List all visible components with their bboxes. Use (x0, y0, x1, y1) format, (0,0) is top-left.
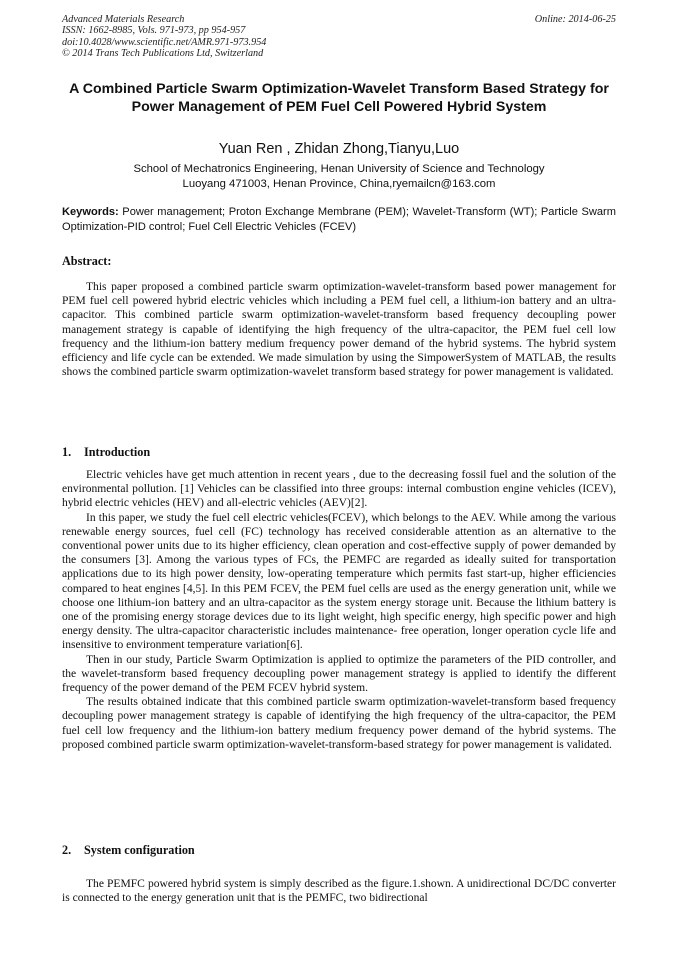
paper-title: A Combined Particle Swarm Optimization-Wavelet Transform Based Strategy for Power Management of PEM Fuel Cell Powered Hybrid System (69, 81, 609, 115)
abstract-body (62, 280, 616, 379)
intro-paragraph: Then in our study, Particle Swarm Optimization is applied to optimize the parameters of the PID controller, and the wavelet-transform based frequency decoupling power management strategy is applied to identify the different frequency of the power demand of the PEM FCEV hybrid system. (62, 653, 616, 695)
abstract-heading: Abstract: (62, 254, 112, 268)
journal-header (62, 14, 616, 60)
section-title: Introduction (84, 445, 151, 459)
system-configuration-body (62, 877, 616, 905)
section-number: 2. (62, 843, 72, 857)
intro-paragraph: Electric vehicles have get much attention in recent years , due to the decreasing fossil fuel and the solution of the environmental pollution. [1] Vehicles can be classified into three groups: internal combustion engine vehicles (ICEV), hybrid electric vehicles (HEV) and all-electric vehicles (AEV)[2]. (62, 469, 616, 510)
doi-link[interactable]: doi:10.4028/www.scientific.net/AMR.971-973.954 (62, 36, 267, 48)
affiliation-line-2: Luoyang 471003, Henan Province, China,ryemailcn@163.com (182, 178, 496, 190)
introduction-body (62, 468, 616, 752)
affiliation (62, 162, 616, 192)
section-title: System configuration (84, 843, 195, 857)
section-heading-introduction (62, 445, 150, 460)
intro-paragraph: In this paper, we study the fuel cell electric vehicles(FCEV), which belongs to the AEV. While among the various renewable energy sources, fuel cell (FC) technology has received considerable attention as an alternative to the conventional power units due to its higher efficiency, clean operation and cost-effective supply of power demanded by the consumers [3]. Among the various types of FCs, the PEMFC are regarded as ideally suited for transportation applications due to its high power density, low-operating temperature which permits fast start-up, higher efficiencies compared to heat engines [4,5]. In this PEM FCEV, the PEM fuel cells are used as the energy generation unit, while we choose one lithium-ion battery and an ultra-capacitor as the system energy storage unit. Because the lithium battery is one of the promising energy storage devices due to its light weight, high specific energy, high specific power and high energy density. The ultra-capacitor characteristic includes maintenance- free operation, longer operation cycle life and insensitive to environment temperature variation[6]. (62, 511, 616, 652)
journal-name: Advanced Materials Research (62, 14, 185, 25)
issn-line: ISSN: 1662-8985, Vols. 971-973, pp 954-957 (62, 25, 246, 37)
keywords (62, 205, 616, 235)
keywords-label: Keywords: (62, 206, 119, 218)
online-date: Online: 2014-06-25 (534, 14, 616, 25)
abstract-paragraph: This paper proposed a combined particle swarm optimization-wavelet-transform based power management for PEM fuel cell powered hybrid electric vehicles which including a PEM fuel cell, a lithium-ion battery and an ultra-capacitor. This combined particle swarm optimization-wavelet-transform based frequency decoupling power management strategy is capable of identifying the high frequency of the ultra-capacitor, the PEM fuel cell low frequency and the lithium-ion battery medium frequency power demand of the hybrid systems. The hybrid system efficiency and life cycle can be extended. We made simulation by using the SimpowerSystem of MATLAB, the results shows the combined particle swarm optimization-wavelet transform based strategy for power management is validated. (62, 281, 616, 379)
section-number: 1. (62, 445, 72, 459)
keywords-text: Power management; Proton Exchange Membrane (PEM); Wavelet-Transform (WT); Particle Swarm Optimization-PID control; Fuel Cell Electric Vehicles (FCEV) (62, 206, 616, 233)
paper-authors: Yuan Ren , Zhidan Zhong,Tianyu,Luo (218, 141, 460, 157)
copyright-line: © 2014 Trans Tech Publications Ltd, Switzerland (62, 48, 264, 60)
intro-paragraph: The results obtained indicate that this combined particle swarm optimization-wavelet-transform based frequency decoupling power management strategy is capable of identifying the high frequency of the ultra-capacitor, the PEM fuel cell low frequency and the lithium-ion battery medium frequency power demand of the hybrid systems. The proposed combined particle swarm optimization-wavelet-transform-based strategy for power management is validated. (62, 696, 616, 751)
section-heading-system-configuration (62, 843, 195, 858)
system-configuration-paragraph: The PEMFC powered hybrid system is simply described as the figure.1.shown. A unidirectional DC/DC converter is connected to the energy generation unit that is the PEMFC, two bidirectional (62, 878, 616, 905)
affiliation-line-1: School of Mechatronics Engineering, Henan University of Science and Technology (133, 163, 545, 175)
